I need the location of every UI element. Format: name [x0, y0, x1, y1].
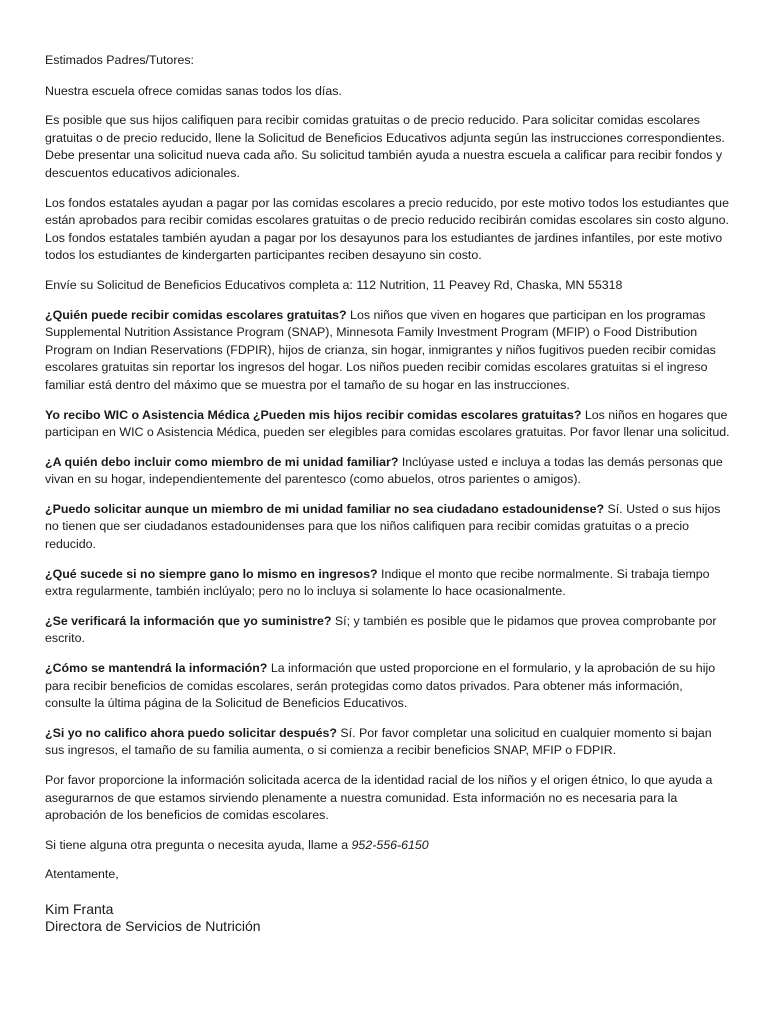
contact-text: Si tiene alguna otra pregunta o necesita ayuda, llame a	[45, 837, 352, 852]
faq-item	[45, 660, 730, 713]
faq-item	[45, 613, 730, 648]
faq-question: Yo recibo WIC o Asistencia Médica ¿Pueden mis hijos recibir comidas escolares gratuitas?	[45, 407, 582, 422]
closing: Atentamente,	[45, 867, 119, 882]
letter-body	[45, 52, 730, 935]
faq-item	[45, 307, 730, 395]
faq-answer: La información que usted proporcione en el formulario, y la aprobación de su hijo para recibir beneficios de comidas escolares, serán protegidas como datos privados. Para obtener más información, consulte la última página de la Solicitud de Beneficios Educativos.	[45, 661, 716, 711]
faq-answer: Sí; y también es posible que le pidamos que provea comprobante por escrito.	[45, 613, 717, 646]
phone-number: 952-556-6150	[351, 837, 429, 852]
faq-item	[45, 566, 730, 601]
faq-answer: Indique el monto que recibe normalmente. Si trabaja tiempo extra regularmente, también inclúyalo; pero no lo incluya si solamente lo hace ocasionalmente.	[45, 566, 710, 599]
send-to-paragraph: Envíe su Solicitud de Beneficios Educativos completa a: 112 Nutrition, 11 Peavey Rd, Chaska, MN 55318	[45, 277, 623, 292]
faq-question: ¿Puedo solicitar aunque un miembro de mi unidad familiar no sea ciudadano estadounidense?	[45, 501, 605, 516]
signer-name: Kim Franta	[45, 900, 114, 917]
faq-question: ¿Cómo se mantendrá la información?	[45, 661, 268, 676]
faq-answer: Los niños que viven en hogares que participan en los programas Supplemental Nutrition Assistance Program (SNAP), Minnesota Family Investment Program (MFIP) o Food Distribution Program on Indian Reservations (FDPIR), hijos de crianza, sin hogar, inmigrantes y niños fugitivos pueden recibir comidas escolares gratuitas sin reportar los ingresos del hogar. Los niños pueden recibir comidas escolares gratuitas si el ingreso familiar está dentro del máximo que se muestra por el tamaño de su hogar en las instrucciones.	[45, 307, 716, 392]
greeting: Estimados Padres/Tutores:	[45, 53, 194, 67]
faq-question: ¿Quién puede recibir comidas escolares gratuitas?	[45, 307, 347, 322]
faq-item	[45, 407, 730, 442]
faq-question: ¿Se verificará la información que yo suministre?	[45, 613, 332, 628]
intro-paragraph: Nuestra escuela ofrece comidas sanas todos los días.	[45, 83, 342, 98]
faq-question: ¿Qué sucede si no siempre gano lo mismo en ingresos?	[45, 566, 378, 581]
signer-title: Directora de Servicios de Nutrición	[45, 917, 261, 934]
faq-question: ¿Si yo no califico ahora puedo solicitar después?	[45, 725, 337, 740]
contact-paragraph	[45, 837, 730, 855]
faq-question: ¿A quién debo incluir como miembro de mi unidad familiar?	[45, 454, 399, 469]
faq-answer: Sí. Usted o sus hijos no tienen que ser ciudadanos estadounidenses para que los niños califiquen para recibir comidas gratuitas o a precio reducido.	[45, 501, 721, 552]
faq-answer: Inclúyase usted e incluya a todas las demás personas que vivan en su hogar, independientemente del parentesco (como abuelos, otros parientes o amigos).	[45, 454, 723, 487]
faq-item	[45, 725, 730, 760]
faq-answer: Sí. Por favor completar una solicitud en cualquier momento si bajan sus ingresos, el tamaño de su familia aumenta, o si comienza a recibir beneficios SNAP, MFIP o FDPIR.	[45, 725, 712, 758]
apply-paragraph: Es posible que sus hijos califiquen para recibir comidas gratuitas o de precio reducido. Para solicitar comidas escolares gratuitas o de precio reducido, llene la Solicitud de Beneficios Educativos adjunta según las instrucciones correspondientes. Debe presentar una solicitud nueva cada año. Su solicitud también ayuda a nuestra escuela a calificar para recibir fondos y descuentos educativos adicionales.	[45, 113, 725, 180]
faq-answer: Los niños en hogares que participan en WIC o Asistencia Médica, pueden ser elegibles para comidas escolares gratuitas. Por favor llenar una solicitud.	[45, 407, 730, 440]
faq-item	[45, 501, 730, 554]
race-info-paragraph: Por favor proporcione la información solicitada acerca de la identidad racial de los niños y el origen étnico, lo que ayuda a asegurarnos de que estamos sirviendo plenamente a nuestra comunidad. Esta información no es necesaria para la aprobación de los beneficios de comidas escolares.	[45, 773, 713, 823]
faq-item	[45, 454, 730, 489]
state-funds-paragraph: Los fondos estatales ayudan a pagar por las comidas escolares a precio reducido, por este motivo todos los estudiantes que están aprobados para recibir comidas escolares gratuitas o de precio reducido recibirán comidas escolares sin costo alguno. Los fondos estatales también ayudan a pagar por los desayunos para los estudiantes de jardines infantiles, por este motivo todos los estudiantes de kindergarten participantes reciben desayuno sin costo.	[45, 195, 729, 263]
